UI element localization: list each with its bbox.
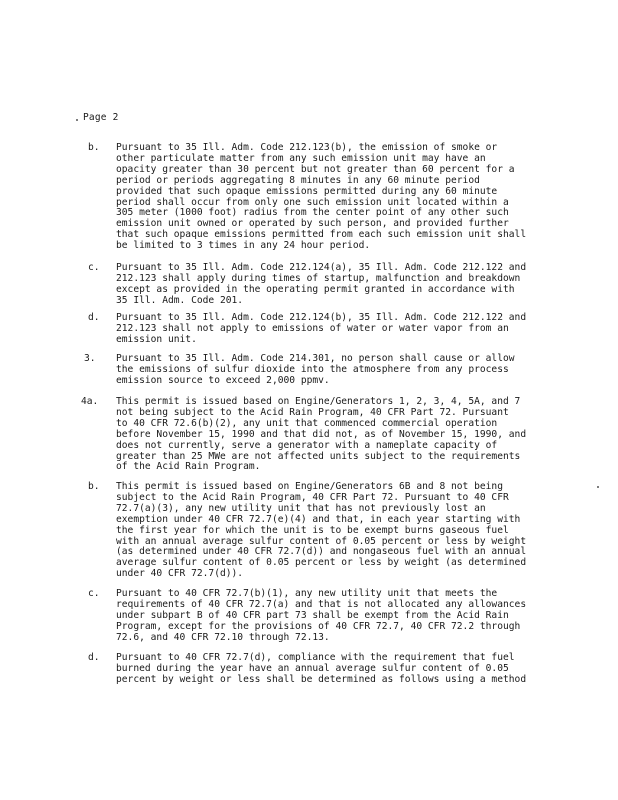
text-line: opacity greater than 30 percent but not greater than 60 percent for a <box>116 163 515 175</box>
text-line: requirements of 40 CFR 72.7(a) and that is not allocated any allowances <box>116 598 527 610</box>
scan-speck <box>597 486 599 488</box>
paragraph-startup-malfunction <box>116 263 526 307</box>
text-line: Pursuant to 35 Ill. Adm. Code 214.301, no person shall cause or allow <box>116 353 515 364</box>
text-line: greater than 25 MWe are not affected units subject to the requirements <box>116 450 521 462</box>
text-line: burned during the year have an annual average sulfur content of 0.05 <box>116 662 509 674</box>
text-line: percent by weight or less shall be determined as follows using a method <box>116 673 527 685</box>
text-line: the emissions of sulfur dioxide into the atmosphere from any process <box>116 363 509 375</box>
text-line: period or periods aggregating 8 minutes in any 60 minute period <box>116 174 480 186</box>
text-line: before November 15, 1990 and that did not, as of November 15, 1990, and <box>116 428 527 440</box>
paragraph-sulfur-dioxide <box>116 354 515 387</box>
text-line: Pursuant to 40 CFR 72.7(d), compliance with the requirement that fuel <box>116 652 515 663</box>
section-marker: c. <box>88 588 100 599</box>
text-line: This permit is issued based on Engine/Generators 1, 2, 3, 4, 5A, and 7 <box>116 396 521 407</box>
text-line: that such opaque emissions permitted from each such emission unit shall <box>116 229 527 241</box>
page-number: Page 2 <box>83 112 119 123</box>
section-marker: d. <box>88 312 100 323</box>
text-line: (as determined under 40 CFR 72.7(d)) and nongaseous fuel with an annual <box>116 546 527 558</box>
text-line: 35 Ill. Adm. Code 201. <box>116 294 244 306</box>
paragraph-water-vapor <box>116 313 526 346</box>
text-line: Program, except for the provisions of 40 CFR 72.7, 40 CFR 72.2 through <box>116 620 521 632</box>
text-line: Pursuant to 35 Ill. Adm. Code 212.124(b), 35 Ill. Adm. Code 212.122 and <box>116 312 527 323</box>
section-marker: 4a. <box>81 396 99 407</box>
text-line: 72.7(a)(3), any new utility unit that has not previously lost an <box>116 502 486 514</box>
text-line: under 40 CFR 72.7(d)). <box>116 568 244 580</box>
paragraph-sulfur-compliance <box>116 653 526 686</box>
text-line: with an annual average sulfur content of 0.05 percent or less by weight <box>116 535 527 547</box>
text-line: other particulate matter from any such emission unit may have an <box>116 152 486 164</box>
scan-speck <box>76 119 78 121</box>
text-line: 212.123 shall not apply to emissions of water or water vapor from an <box>116 322 509 334</box>
text-line: Pursuant to 35 Ill. Adm. Code 212.124(a), 35 Ill. Adm. Code 212.122 and <box>116 262 527 273</box>
text-line: the first year for which the unit is to be exempt burns gaseous fuel <box>116 524 509 536</box>
text-line: not being subject to the Acid Rain Program, 40 CFR Part 72. Pursuant <box>116 406 509 418</box>
text-line: This permit is issued based on Engine/Generators 6B and 8 not being <box>116 481 503 492</box>
section-marker: 3. <box>84 353 96 364</box>
text-line: be limited to 3 times in any 24 hour period. <box>116 240 371 252</box>
text-line: Pursuant to 35 Ill. Adm. Code 212.123(b), the emission of smoke or <box>116 142 498 153</box>
section-marker: d. <box>88 652 100 663</box>
text-line: except as provided in the operating permit granted in accordance with <box>116 283 515 295</box>
text-line: emission unit. <box>116 333 197 345</box>
section-marker: b. <box>88 481 100 492</box>
text-line: subject to the Acid Rain Program, 40 CFR Part 72. Pursuant to 40 CFR <box>116 491 509 503</box>
section-marker: b. <box>88 142 100 153</box>
text-line: 212.123 shall apply during times of startup, malfunction and breakdown <box>116 272 521 284</box>
paragraph-exemption-conditions <box>116 589 526 644</box>
text-line: provided that such opaque emissions permitted during any 60 minute <box>116 185 498 197</box>
section-marker: c. <box>88 262 100 273</box>
text-line: under subpart B of 40 CFR part 73 shall be exempt from the Acid Rain <box>116 609 509 621</box>
paragraph-acid-rain-existing-units <box>116 397 526 473</box>
paragraph-acid-rain-new-units <box>116 482 526 580</box>
text-line: of the Acid Rain Program. <box>116 461 261 473</box>
text-line: period shall occur from only one such emission unit located within a <box>116 196 509 208</box>
text-line: to 40 CFR 72.6(b)(2), any unit that commenced commercial operation <box>116 417 498 429</box>
text-line: Pursuant to 40 CFR 72.7(b)(1), any new utility unit that meets the <box>116 588 498 599</box>
paragraph-particulate-opacity <box>116 143 526 252</box>
text-line: does not currently, serve a generator with a nameplate capacity of <box>116 439 498 451</box>
text-line: exemption under 40 CFR 72.7(e)(4) and that, in each year starting with <box>116 513 521 525</box>
text-line: 72.6, and 40 CFR 72.10 through 72.13. <box>116 631 330 643</box>
text-line: emission unit owned or operated by such person, and provided further <box>116 218 509 230</box>
text-line: 305 meter (1000 foot) radius from the center point of any other such <box>116 207 509 219</box>
text-line: average sulfur content of 0.05 percent or less by weight (as determined <box>116 557 527 569</box>
text-line: emission source to exceed 2,000 ppmv. <box>116 374 330 386</box>
